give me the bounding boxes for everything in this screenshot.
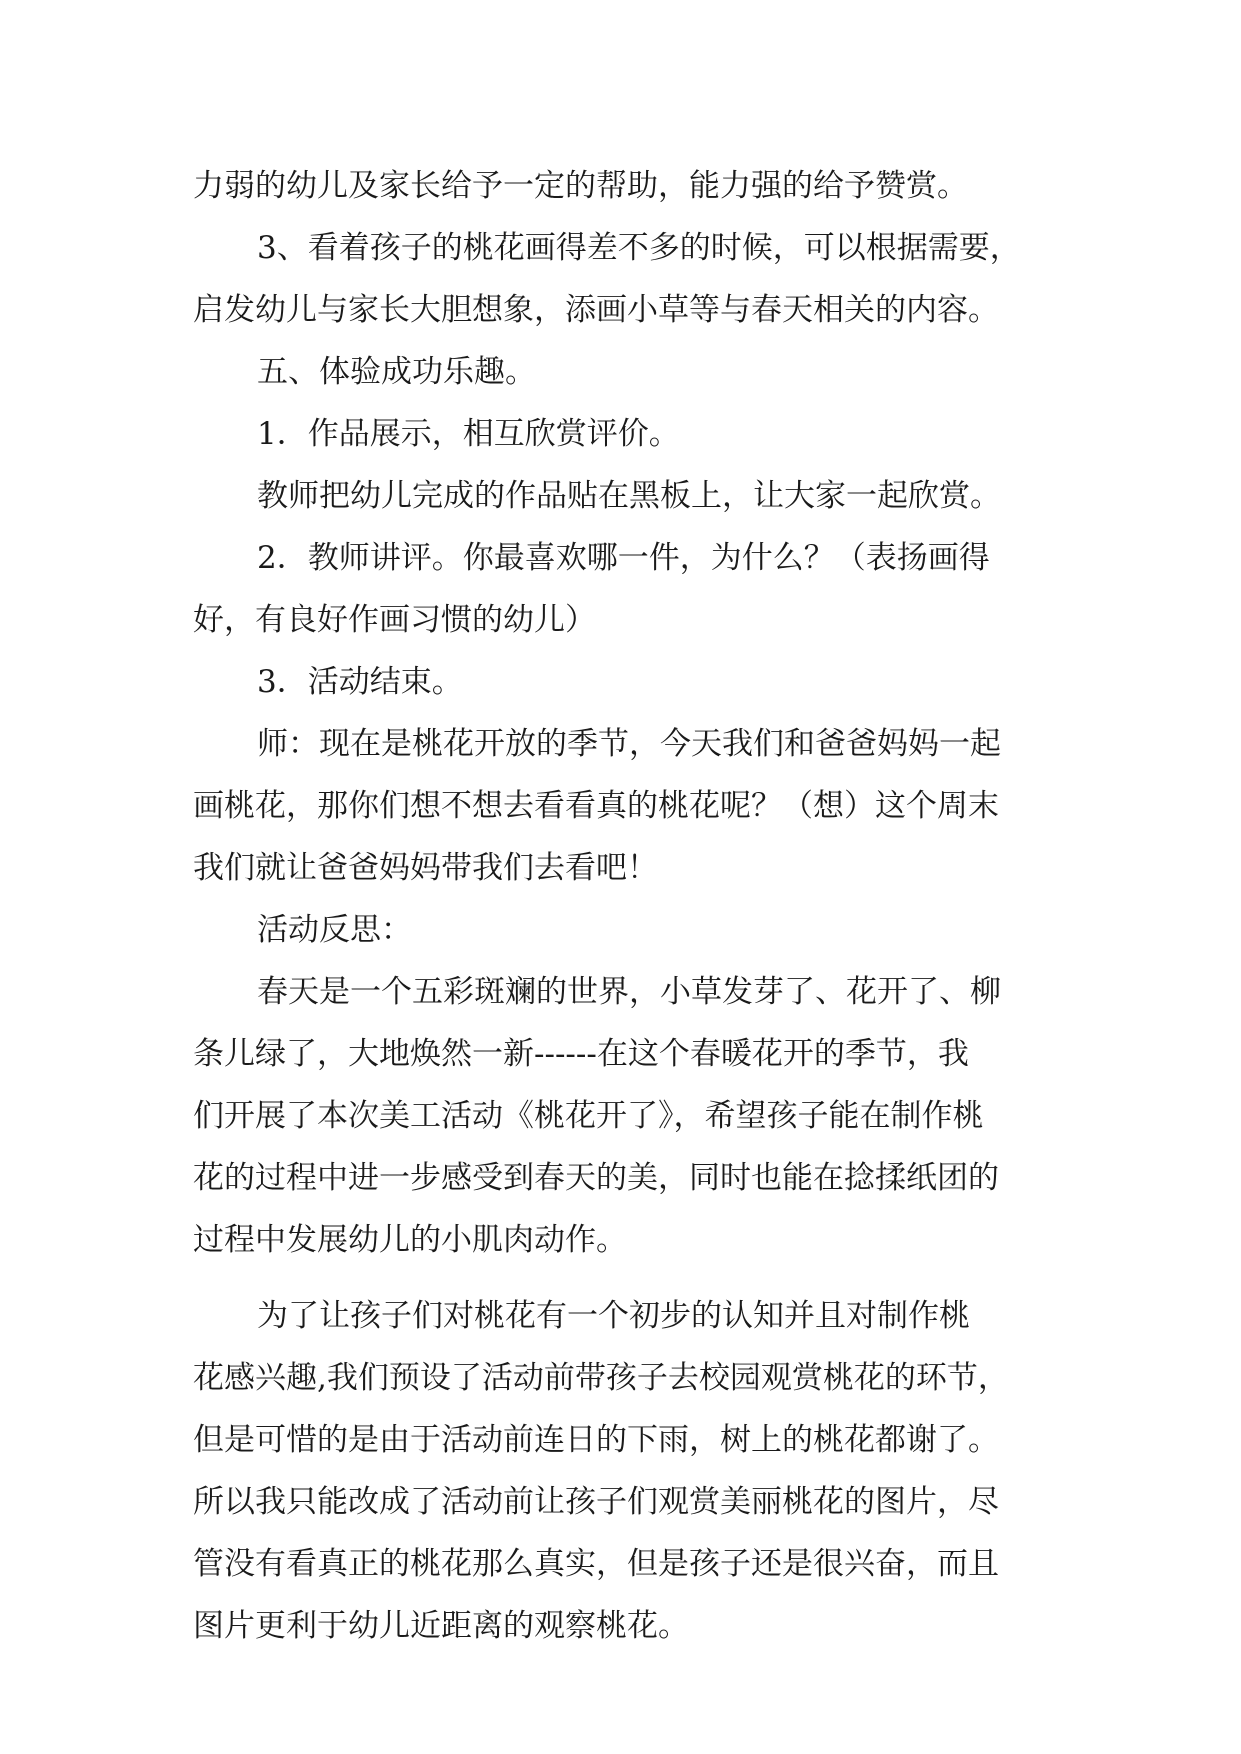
paragraph-line: 画桃花，那你们想不想去看看真的桃花呢？（想）这个周末 <box>193 788 999 824</box>
paragraph-line: 条儿绿了，大地焕然一新------在这个春暖花开的季节，我 <box>193 1036 969 1072</box>
paragraph-line: 但是可惜的是由于活动前连日的下雨，树上的桃花都谢了。 <box>193 1422 999 1458</box>
paragraph-gap <box>193 1271 1073 1285</box>
paragraph-line: 花感兴趣,我们预设了活动前带孩子去校园观赏桃花的环节， <box>193 1360 1009 1396</box>
paragraph-line: 图片更利于幼儿近距离的观察桃花。 <box>193 1608 689 1644</box>
paragraph-line: 春天是一个五彩斑斓的世界，小草发芽了、花开了、柳 <box>257 974 1001 1010</box>
paragraph-line: 好，有良好作画习惯的幼儿） <box>193 602 596 638</box>
paragraph-line: 们开展了本次美工活动《桃花开了》，希望孩子能在制作桃 <box>193 1098 984 1134</box>
paragraph-line: 师：现在是桃花开放的季节，今天我们和爸爸妈妈一起 <box>257 726 1001 762</box>
section-heading: 活动反思： <box>257 912 412 948</box>
paragraph-line: 过程中发展幼儿的小肌肉动作。 <box>193 1222 627 1258</box>
paragraph-line: 我们就让爸爸妈妈带我们去看吧！ <box>193 850 658 886</box>
paragraph-line: 力弱的幼儿及家长给予一定的帮助，能力强的给予赞赏。 <box>193 168 968 204</box>
paragraph-line: 教师把幼儿完成的作品贴在黑板上，让大家一起欣赏。 <box>257 478 1001 514</box>
paragraph-line: 花的过程中进一步感受到春天的美，同时也能在捻揉纸团的 <box>193 1160 999 1196</box>
paragraph-line: 1．作品展示，相互欣赏评价。 <box>257 416 680 452</box>
paragraph-line: 启发幼儿与家长大胆想象，添画小草等与春天相关的内容。 <box>193 292 999 328</box>
paragraph-line: 3．活动结束。 <box>257 664 463 700</box>
document-body <box>193 155 1073 1657</box>
section-heading: 五、体验成功乐趣。 <box>257 354 536 390</box>
paragraph-line: 3、看着孩子的桃花画得差不多的时候，可以根据需要， <box>257 230 1021 266</box>
paragraph-line: 为了让孩子们对桃花有一个初步的认知并且对制作桃 <box>257 1298 970 1334</box>
paragraph-line: 2．教师讲评。你最喜欢哪一件，为什么？（表扬画得 <box>257 540 990 576</box>
paragraph-line: 所以我只能改成了活动前让孩子们观赏美丽桃花的图片，尽 <box>193 1484 999 1520</box>
paragraph-line: 管没有看真正的桃花那么真实，但是孩子还是很兴奋，而且 <box>193 1546 999 1582</box>
